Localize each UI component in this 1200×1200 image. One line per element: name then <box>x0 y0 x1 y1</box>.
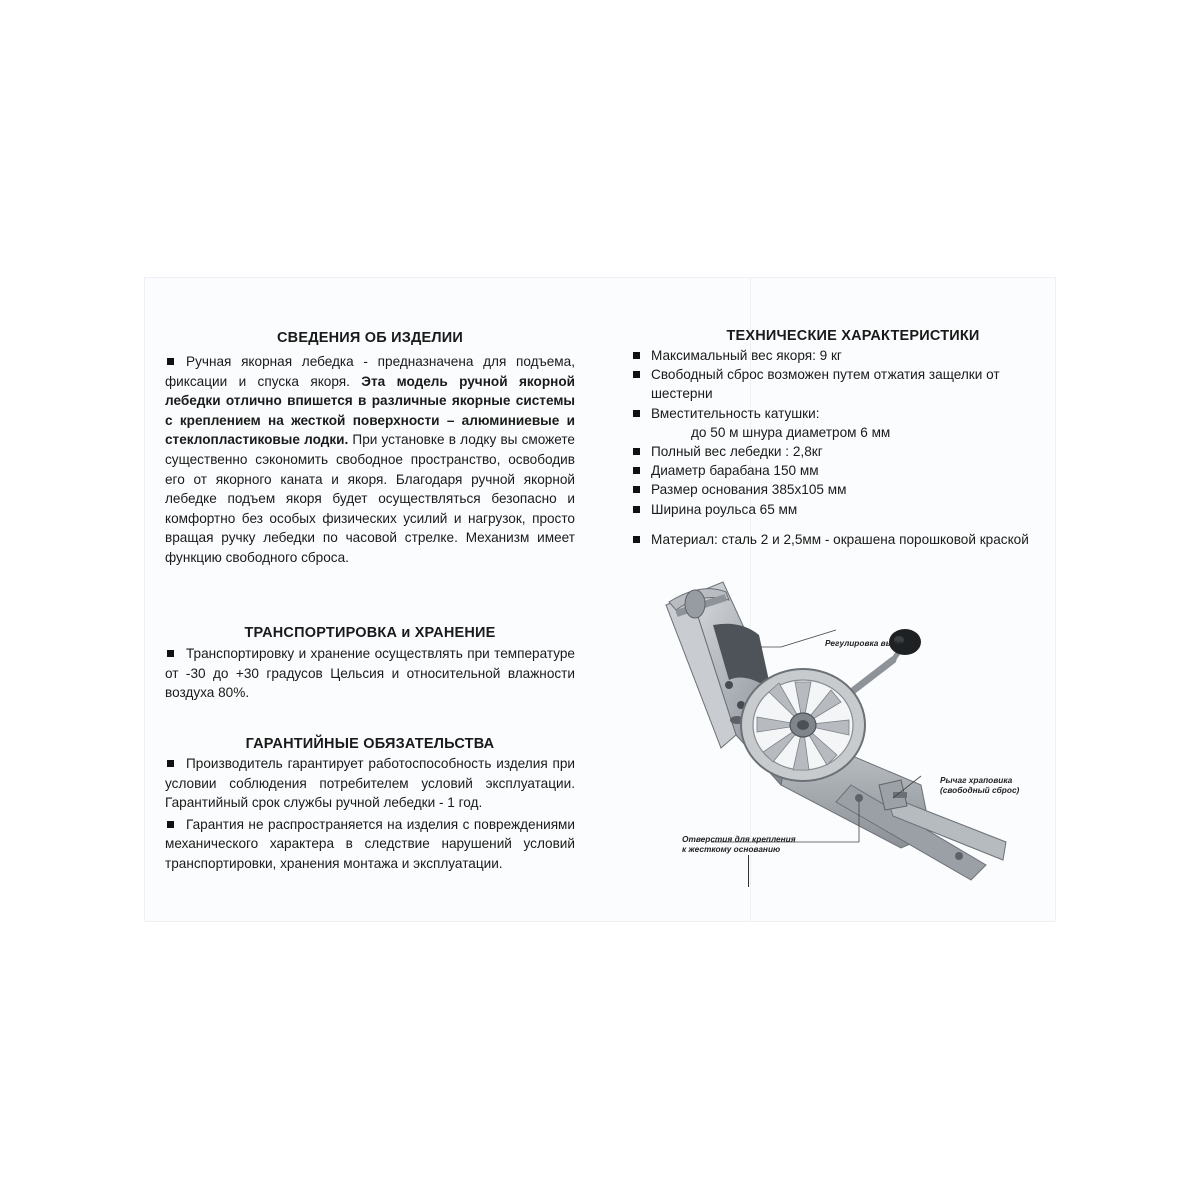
spec-item: Диаметр барабана 150 мм <box>633 461 1043 480</box>
warranty-text-1: Производитель гарантирует работоспособность изделия при условии соблюдения потребителем условий эксплуатации. Гарантийный срок службы ручной лебедки - 1 год. <box>165 756 575 811</box>
about-text-end: При установке в лодку вы сможете существенно сэкономить свободное пространство, освободив его от якорного каната и якоря. Благодаря ручной якорной лебедке подъем якоря будет осуществляться безопасно и комфортно без особых физических усилий и нагрузок, просто вращая ручку лебедки по часовой стрелке. Механизм имеет функцию свободного сброса. <box>165 432 575 565</box>
callout-holes-2: к жесткому основанию <box>682 844 781 854</box>
bullet-icon <box>633 352 640 359</box>
winch-drum <box>741 669 865 781</box>
specs-section <box>633 328 1043 549</box>
leaflet-spread <box>145 278 1055 921</box>
spec-item-material: Материал: сталь 2 и 2,5мм - окрашена порошковой краской <box>633 530 1043 549</box>
spec-item: Полный вес лебедки : 2,8кг <box>633 442 1043 461</box>
bullet-icon <box>167 650 174 657</box>
spec-item: Ширина роульса 65 мм <box>633 500 1043 519</box>
callout-ratchet-2: (свободный сброс) <box>940 785 1020 795</box>
warranty-text-1-block <box>165 754 575 813</box>
transport-title: ТРАНСПОРТИРОВКА и ХРАНЕНИЕ <box>244 625 496 641</box>
bullet-icon <box>633 371 640 378</box>
bullet-icon <box>633 467 640 474</box>
about-section <box>165 330 575 568</box>
spec-item: Максимальный вес якоря: 9 кг <box>633 346 1043 365</box>
bullet-icon <box>633 486 640 493</box>
spec-item: Свободный сброс возможен путем отжатия защелки от шестерни <box>633 365 1043 403</box>
about-title: СВЕДЕНИЯ ОБ ИЗДЕЛИИ <box>276 330 463 346</box>
bullet-icon <box>633 410 640 417</box>
spec-item-continued: до 50 м шнура диаметром 6 мм <box>691 424 891 440</box>
bullet-icon <box>633 536 640 543</box>
warranty-section <box>165 736 575 874</box>
callout-ratchet-1: Рычаг храповика <box>940 775 1013 785</box>
transport-text-block <box>165 644 575 703</box>
bullet-icon <box>633 506 640 513</box>
bullet-icon <box>167 760 174 767</box>
transport-text: Транспортировку и хранение осуществлять при температуре от -30 до +30 градусов Цельсия и относительной влажности воздуха 80%. <box>165 646 575 701</box>
bullet-icon <box>167 358 174 365</box>
warranty-text-2: Гарантия не распространяется на изделия с повреждениями механического характера в следствие нарушений условий транспортировки, хранения монтажа и эксплуатации. <box>165 816 575 871</box>
bullet-icon <box>167 821 174 828</box>
specs-title: ТЕХНИЧЕСКИЕ ХАРАКТЕРИСТИКИ <box>726 328 980 344</box>
warranty-title: ГАРАНТИЙНЫЕ ОБЯЗАТЕЛЬСТВА <box>245 736 495 752</box>
callout-adjust: Регулировка вылета <box>825 638 915 648</box>
about-text-bold: Эта модель ручной якорной лебедки отлично впишется в различные якорные системы с креплением на жесткой поверхности – алюминиевые и стеклопластиковые лодки. <box>165 373 575 448</box>
spec-item: Размер основания 385х105 мм <box>633 480 1043 499</box>
about-text <box>165 352 575 568</box>
callout-holes-1: Отверстия для крепления <box>682 834 796 844</box>
spec-item: Вместительность катушки: <box>633 404 1043 423</box>
about-text-start: Ручная якорная лебедка - предназначена для подъема, фиксации и спуска якоря. <box>165 354 575 389</box>
warranty-text-2-block <box>165 815 575 874</box>
roller <box>685 590 705 618</box>
transport-section <box>165 625 575 703</box>
bullet-icon <box>633 448 640 455</box>
